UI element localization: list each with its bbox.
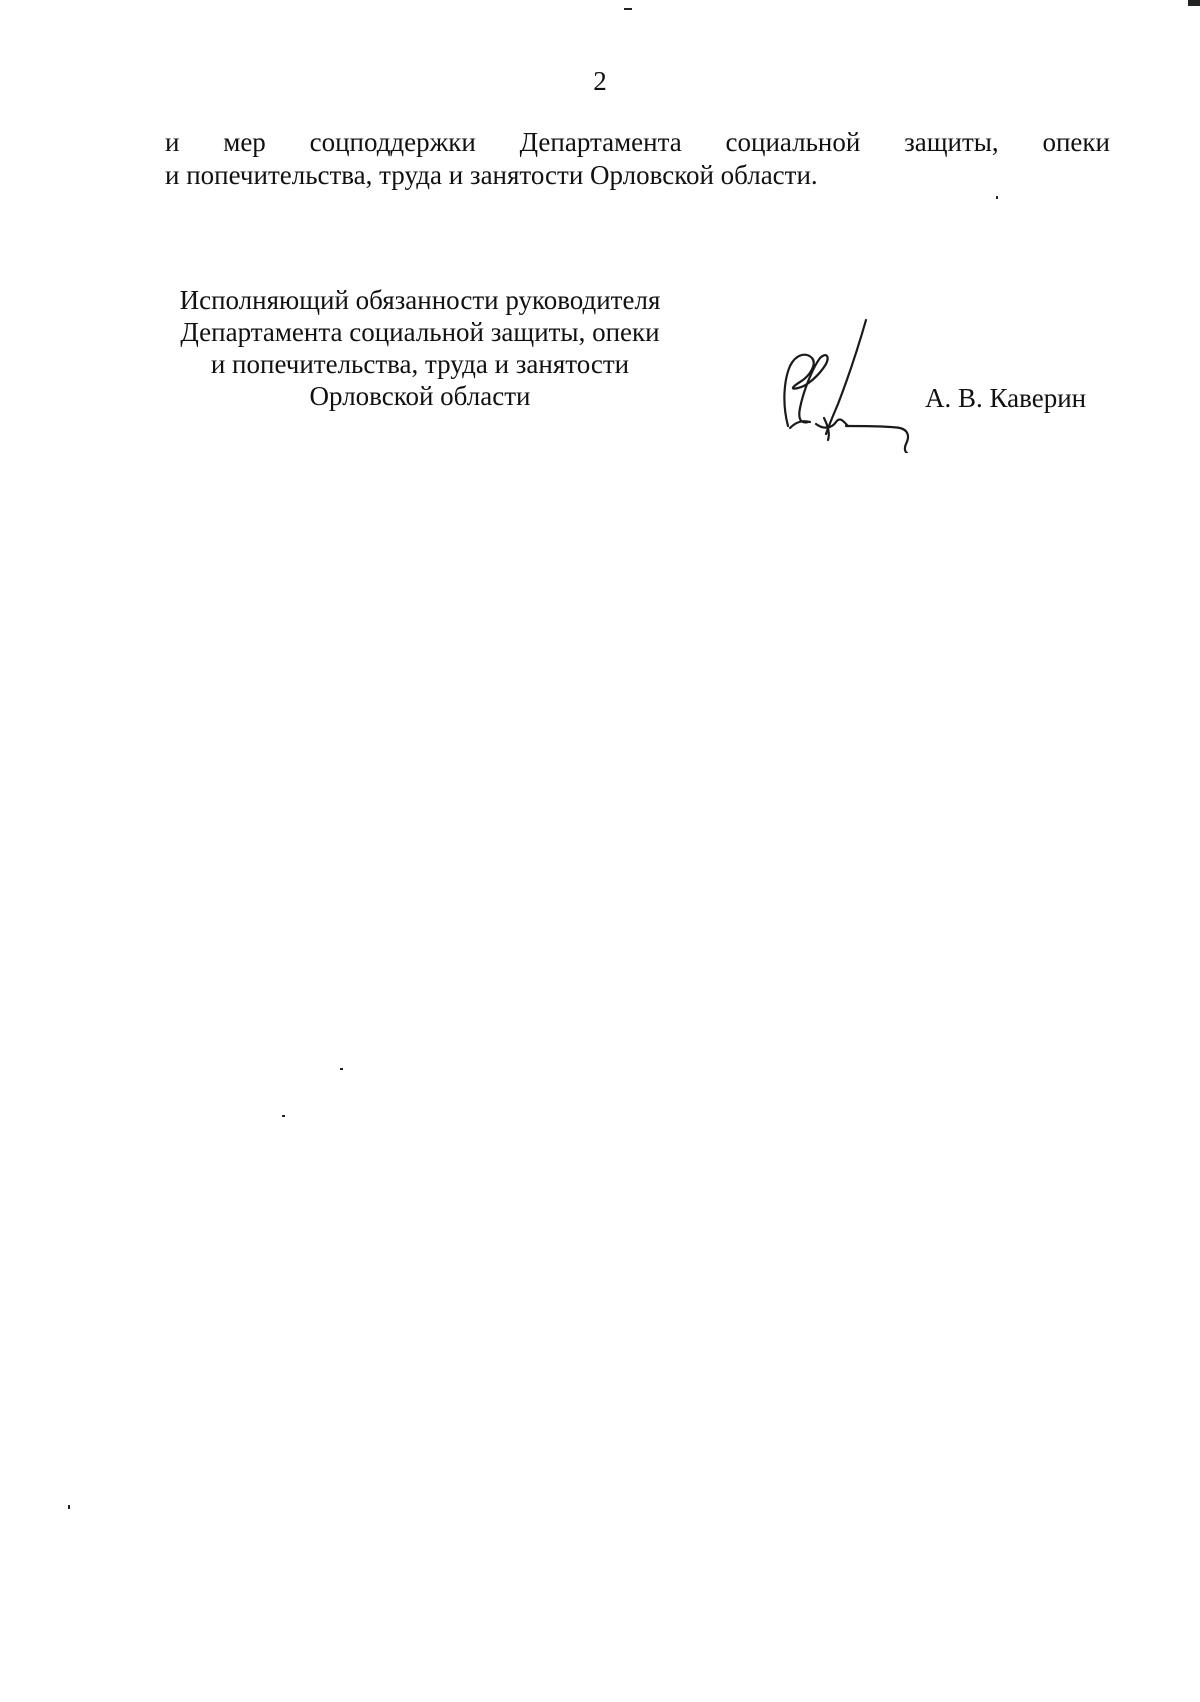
signatory-title-line: и попечительства, труда и занятости: [210, 349, 630, 379]
paragraph-line-1: [165, 126, 1110, 159]
paragraph-word: и: [165, 127, 180, 157]
signer-name: А. В. Каверин: [925, 383, 1087, 413]
signatory-title-line: Исполняющий обязанности руководителя: [179, 285, 661, 315]
page-number: 2: [593, 66, 607, 96]
paragraph-word: опеки: [1042, 127, 1110, 157]
scan-speck: [68, 1505, 70, 1509]
signatory-title-line: Департамента социальной защиты, опеки: [180, 317, 660, 347]
scan-speck: [996, 196, 998, 199]
signatory-title-block: [150, 284, 690, 412]
scan-speck: [1188, 0, 1200, 6]
body-paragraph: [165, 126, 1110, 192]
paragraph-word: социальной: [725, 127, 861, 157]
scan-speck: [624, 8, 632, 10]
scan-speck: [340, 1068, 343, 1070]
paragraph-word: Департамента: [519, 127, 682, 157]
scan-speck: [282, 1115, 285, 1117]
signatory-title-line: Орловской области: [309, 381, 531, 411]
paragraph-word: соцподдержки: [309, 127, 476, 157]
paragraph-line-2: и попечительства, труда и занятости Орловской области.: [165, 160, 818, 190]
paragraph-word: мер: [223, 127, 266, 157]
paragraph-word: защиты,: [904, 127, 999, 157]
handwritten-signature: [770, 318, 920, 453]
